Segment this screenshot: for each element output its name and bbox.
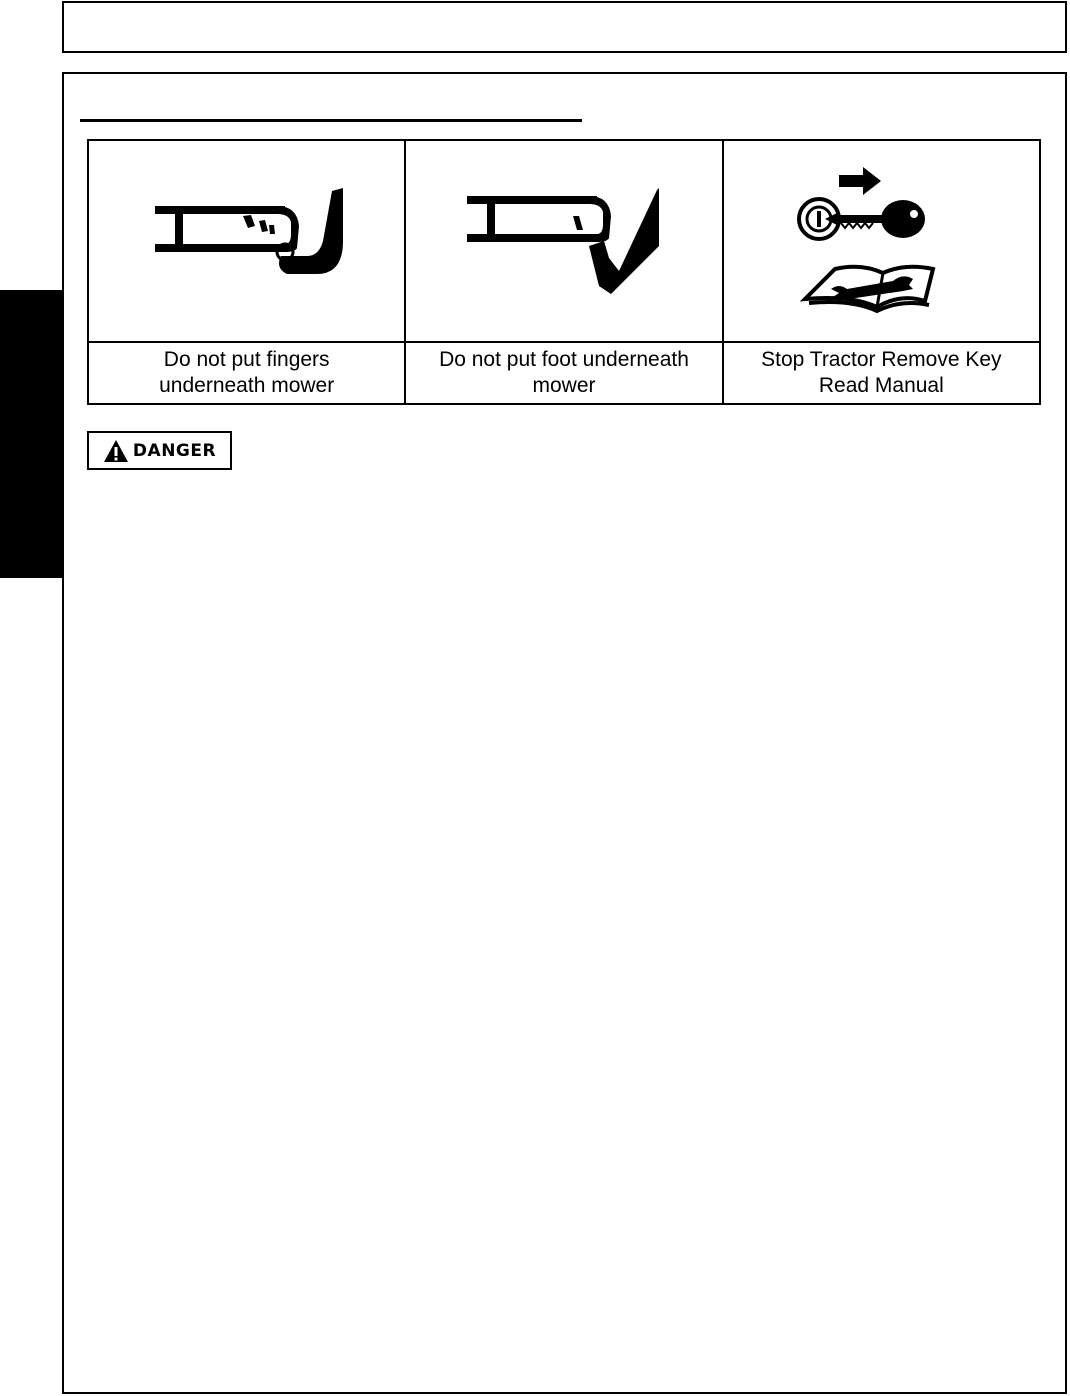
danger-label: DANGER [132,440,217,461]
decal-cell-fingers [88,140,405,342]
section-heading-rule [80,119,582,122]
decal-cell-key-manual [723,140,1040,342]
warning-triangle-icon [103,439,129,463]
hand-under-mower-icon [147,186,347,296]
safety-decal-table [87,139,1041,405]
decal-caption [723,342,1040,404]
decal-caption [88,342,405,404]
section-side-tab [0,290,62,578]
key-and-manual-icon [791,161,971,321]
decal-cell-foot [405,140,722,342]
caption-line: Read Manual [818,374,944,397]
caption-line: Stop Tractor Remove Key [761,348,1002,371]
page-header-box [62,1,1067,53]
caption-line: Do not put foot underneath [439,348,689,371]
decal-caption [405,342,722,404]
caption-line: underneath mower [159,374,335,397]
caption-line: mower [532,374,596,397]
foot-under-mower-icon [459,186,669,296]
caption-line: Do not put fingers [163,348,330,371]
danger-badge [87,431,232,470]
